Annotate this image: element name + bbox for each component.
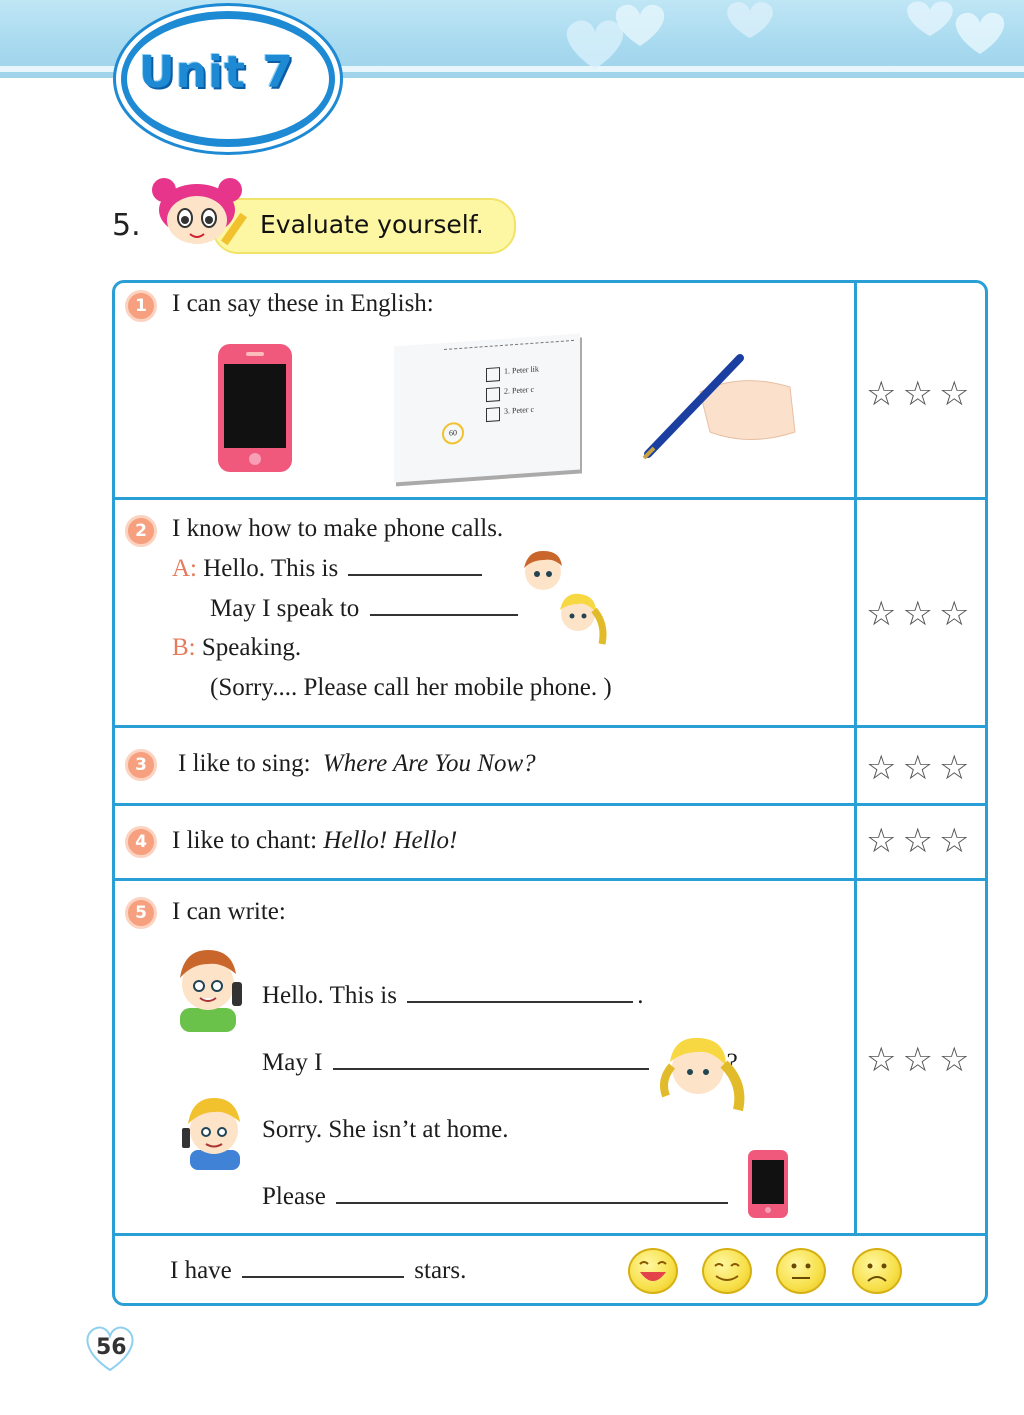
row-divider: [112, 497, 988, 500]
section-number: 5.: [112, 208, 141, 243]
blank-line[interactable]: [407, 999, 633, 1003]
item-5-text: I can write:: [172, 898, 286, 925]
hand-writing-icon: [640, 352, 800, 462]
item-1-text: I can say these in English:: [172, 290, 434, 317]
dialogue-text: Speaking.: [201, 634, 302, 661]
worksheet-paper: [394, 333, 580, 482]
blank-line[interactable]: [336, 1200, 728, 1204]
page-number: 56: [96, 1335, 127, 1360]
mobile-phone-icon: [216, 342, 294, 474]
section-title-ribbon: [212, 198, 516, 254]
item-number-badge: 3: [125, 749, 157, 781]
chant-title: Hello! Hello!: [323, 827, 458, 854]
blank-line: [370, 612, 518, 616]
checkbox-icon: [486, 367, 500, 382]
total-stars-line: [170, 1257, 466, 1285]
neutral-face-icon[interactable]: [776, 1248, 826, 1294]
writing-text: Hello. This is: [262, 982, 397, 1009]
mascot-girl-icon: [142, 176, 252, 256]
heart-icon: [720, 0, 780, 40]
dialogue-text: May I speak to: [210, 595, 360, 622]
page-number-heart: [82, 1322, 138, 1372]
blank-line[interactable]: [242, 1274, 404, 1278]
row-divider: [112, 1233, 988, 1236]
item-text: I like to chant:: [172, 827, 318, 854]
dialogue-line: [210, 595, 593, 623]
dialogue-line: [172, 555, 545, 583]
item-3-text: [178, 750, 536, 778]
worksheet-badge: 60: [442, 422, 464, 446]
writing-punct: ?: [726, 1049, 738, 1076]
row-divider: [112, 803, 988, 806]
dialogue-text: Hello. This is: [203, 555, 339, 582]
sad-face-icon[interactable]: [852, 1248, 902, 1294]
rating-stars[interactable]: ☆☆☆: [866, 1040, 976, 1080]
section-title: Evaluate yourself.: [260, 210, 484, 239]
item-2-text: I know how to make phone calls.: [172, 515, 504, 542]
item-number-badge: 2: [125, 515, 157, 547]
footer-text: stars.: [414, 1257, 467, 1284]
song-title: Where Are You Now?: [322, 750, 536, 777]
smiling-face-icon[interactable]: [702, 1248, 752, 1294]
blank-line: [348, 572, 482, 576]
worksheet-row: 1. Peter lik: [504, 364, 539, 376]
boy-on-phone-icon: [170, 944, 254, 1032]
rating-stars[interactable]: ☆☆☆: [866, 748, 976, 788]
item-number-badge: 1: [125, 290, 157, 322]
rating-stars[interactable]: ☆☆☆: [866, 821, 976, 861]
table-column-divider: [854, 283, 857, 1233]
checkbox-icon: [486, 387, 500, 402]
heart-icon: [950, 8, 1010, 58]
writing-line: Sorry. She isn’t at home.: [262, 1116, 509, 1143]
writing-punct: .: [637, 982, 644, 1009]
unit-badge: [116, 6, 340, 152]
girl-head-icon: [550, 588, 612, 648]
item-text: I like to sing:: [178, 750, 311, 777]
row-divider: [112, 725, 988, 728]
row-divider: [112, 878, 988, 881]
rating-stars[interactable]: ☆☆☆: [866, 374, 976, 414]
speaker-label: A:: [172, 555, 197, 582]
mobile-phone-icon: [746, 1148, 790, 1220]
writing-line: [262, 982, 643, 1010]
speaker-label: B:: [172, 634, 196, 661]
boy-on-phone-icon: [176, 1094, 256, 1170]
girl-head-icon: [654, 1030, 750, 1114]
item-number-badge: 5: [125, 897, 157, 929]
item-number-badge: 4: [125, 826, 157, 858]
item-4-text: [172, 827, 457, 855]
worksheet-row: 2. Peter c: [504, 384, 534, 396]
dialogue-line: [172, 634, 301, 662]
worksheet-line: [444, 340, 574, 350]
unit-title: Unit 7: [139, 47, 295, 98]
writing-line: [262, 1183, 786, 1211]
worksheet-row: 3. Peter c: [504, 404, 534, 416]
footer-text: I have: [170, 1257, 232, 1284]
writing-text: Please: [262, 1183, 326, 1210]
laughing-face-icon[interactable]: [628, 1248, 678, 1294]
rating-stars[interactable]: ☆☆☆: [866, 594, 976, 634]
dialogue-line: (Sorry.... Please call her mobile phone. ): [210, 674, 612, 701]
blank-line[interactable]: [333, 1066, 649, 1070]
boy-head-icon: [518, 546, 568, 594]
checkbox-icon: [486, 407, 500, 422]
heart-icon: [610, 0, 670, 50]
writing-text: May I: [262, 1049, 323, 1076]
